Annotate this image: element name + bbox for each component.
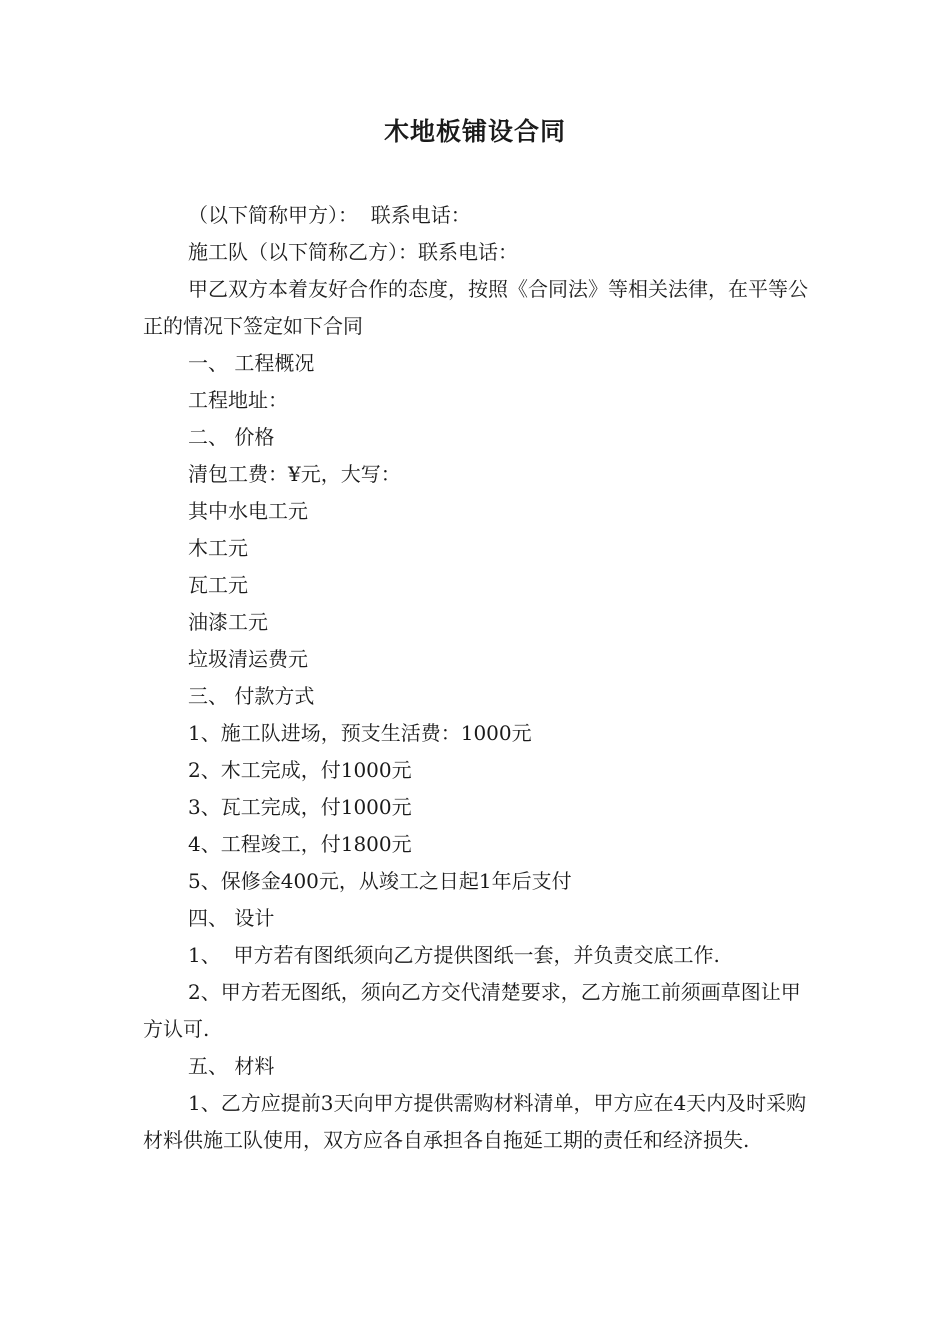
clause-line: 2、甲方若无图纸，须向乙方交代清楚要求，乙方施工前须画草图让甲方认可. <box>143 980 801 1041</box>
party-b-line: 施工队（以下简称乙方）：联系电话： <box>188 240 518 264</box>
clause-line: 垃圾清运费元 <box>188 647 308 671</box>
clause-line: 油漆工元 <box>188 610 268 634</box>
clause-line: 工程地址： <box>188 388 288 412</box>
clause-line: 瓦工元 <box>188 573 248 597</box>
section-heading: 四、 设计 <box>188 906 275 930</box>
clause-line: 其中水电工元 <box>188 499 308 523</box>
clause-line: 1、乙方应提前3天向甲方提供需购材料清单，甲方应在4天内及时采购材料供施工队使用，双方应各自承担各自拖延工期的责任和经济损失. <box>143 1091 807 1152</box>
clause-line: 1、 甲方若有图纸须向乙方提供图纸一套，并负责交底工作. <box>188 943 720 967</box>
party-a-line: （以下简称甲方）： 联系电话： <box>188 203 471 227</box>
clause-line: 5、保修金400元，从竣工之日起1年后支付 <box>188 869 572 893</box>
section-heading: 三、 付款方式 <box>188 684 315 708</box>
section-heading: 一、 工程概况 <box>188 351 315 375</box>
clause-line: 3、瓦工完成，付1000元 <box>188 795 412 819</box>
preamble: 甲乙双方本着友好合作的态度，按照《合同法》等相关法律，在平等公正的情况下签定如下合同 <box>143 277 808 338</box>
section-heading: 二、 价格 <box>188 425 275 449</box>
clause-line: 清包工费：¥元，大写： <box>188 462 401 486</box>
clause-line: 木工元 <box>188 536 248 560</box>
clause-line: 2、木工完成，付1000元 <box>188 758 412 782</box>
document-title: 木地板铺设合同 <box>383 117 566 146</box>
document-body <box>143 197 815 1159</box>
clause-line: 4、工程竣工，付1800元 <box>188 832 412 856</box>
section-heading: 五、 材料 <box>188 1054 275 1078</box>
clause-line: 1、施工队进场，预支生活费：1000元 <box>188 721 532 745</box>
